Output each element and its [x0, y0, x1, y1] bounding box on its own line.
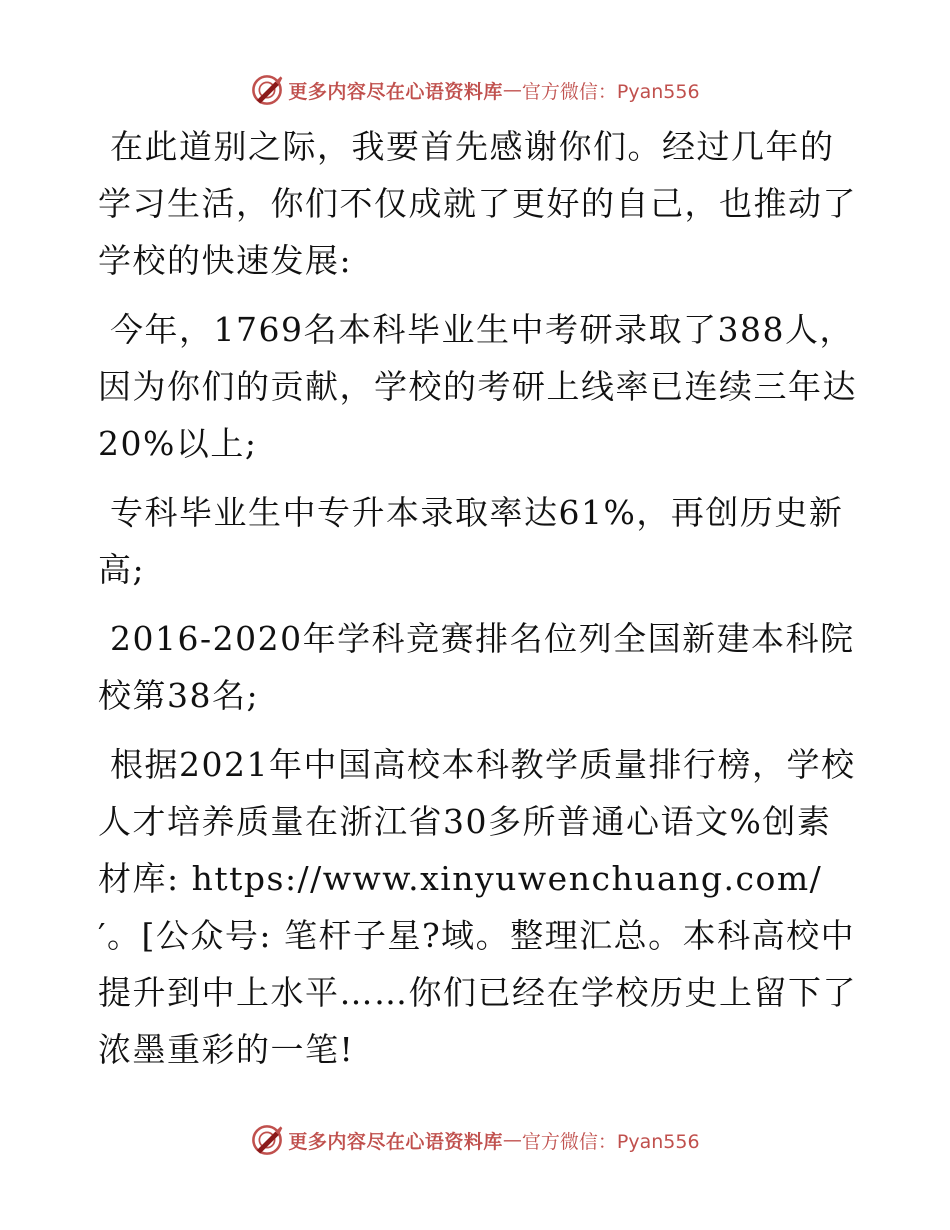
paragraph-thanks: 在此道别之际，我要首先感谢你们。经过几年的学习生活，你们不仅成就了更好的自己，也推动了学校的快速发展:	[98, 127, 857, 280]
header-banner-separator: —	[502, 79, 522, 101]
paragraph-graduate-exam: 今年，1769名本科毕业生中考研录取了388人，因为你们的贡献，学校的考研上线率已连续三年达20%以上;	[98, 310, 857, 463]
pen-logo-icon	[250, 1123, 284, 1157]
header-banner-contact: 官方微信：Pyan556	[521, 80, 700, 103]
header-banner	[0, 70, 950, 110]
footer-banner-contact: 官方微信：Pyan556	[521, 1130, 700, 1153]
document-body	[98, 118, 858, 1090]
pen-logo-icon	[250, 73, 284, 107]
paragraph-upgrade-rate: 专科毕业生中专升本录取率达61%，再创历史新高;	[98, 493, 844, 589]
paragraph-competition-rank: 2016-2020年学科竞赛排名位列全国新建本科院校第38名;	[98, 619, 855, 715]
footer-banner	[0, 1120, 950, 1160]
paragraph-quality-ranking: 根据2021年中国高校本科教学质量排行榜，学校人才培养质量在浙江省30多所普通心语文%创素材库: https://www.xinyuwenchuang.com/′。[公众号: 笔杆子星?域。整理汇总。本科高校中提升到中上水平……你们已经在学校历史上留下了浓墨重彩的一笔!	[98, 745, 857, 1069]
footer-banner-separator: —	[502, 1129, 522, 1151]
footer-banner-text: 更多内容尽在心语资料库	[288, 1130, 503, 1153]
header-banner-text: 更多内容尽在心语资料库	[288, 80, 503, 103]
